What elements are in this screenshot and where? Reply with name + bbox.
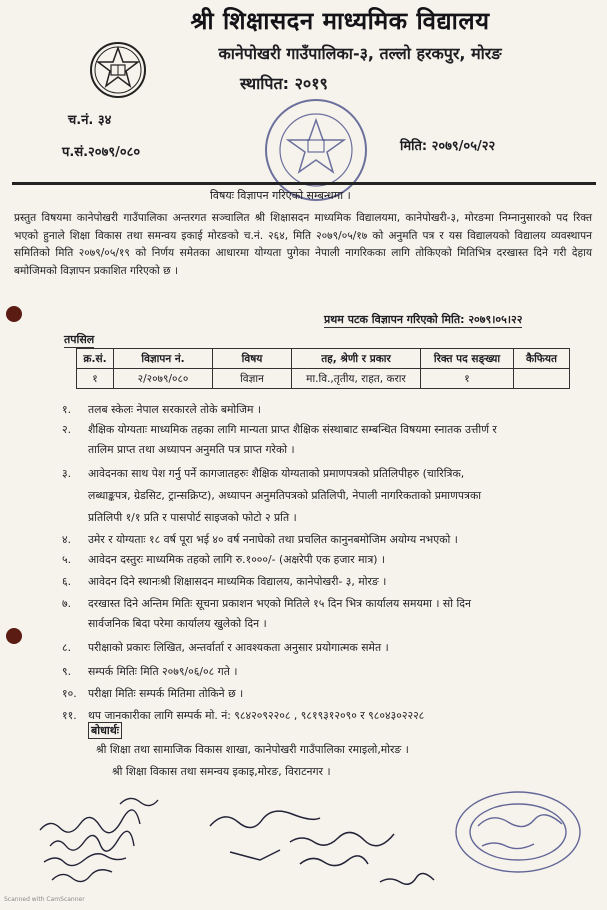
table-header: कैफियत [514, 349, 570, 369]
table-header: विषय [213, 349, 292, 369]
signature-left-icon [40, 798, 158, 881]
cc-label: बोधार्थः [88, 722, 122, 739]
header-divider [12, 182, 596, 185]
school-name: श्री शिक्षासदन माध्यमिक विद्यालय [190, 7, 490, 35]
vacancy-table [76, 348, 570, 389]
table-header: क्र.सं. [77, 349, 114, 369]
letter-date: मिति: २०७९/०५/२२ [400, 139, 496, 154]
table-cell: १ [421, 369, 514, 389]
table-header: रिक्त पद सङ्ख्या [421, 349, 514, 369]
table-header: तह, श्रेणी र प्रकार [292, 349, 421, 369]
cc-line: श्री शिक्षा विकास तथा समन्वय इकाइ,मोरङ, विराटनगर । [112, 765, 331, 778]
scanner-watermark: Scanned with CamScanner [4, 896, 85, 903]
official-stamp-icon [456, 792, 580, 872]
established-year: स्थापित: २०१९ [240, 74, 328, 93]
table-cell: २/२०७९/०८० [114, 369, 213, 389]
subject-line: विषयः विज्ञापन गरिएको सम्बन्धमा । [210, 189, 351, 202]
cc-line: श्री शिक्षा तथा सामाजिक विकास शाखा, कानेपोखरी गाउँपालिका रमाइलो,मोरङ । [96, 743, 409, 756]
punch-hole-icon [6, 628, 22, 644]
notice-date: प्रथम पटक विज्ञापन गरिएको मिति: २०७९।०५।२२ [324, 313, 523, 326]
table-row [77, 369, 570, 389]
chalani-number: च.नं. ३४ [68, 113, 112, 128]
table-cell: विज्ञान [213, 369, 292, 389]
table-header: विज्ञापन नं. [114, 349, 213, 369]
table-cell: मा.वि.,तृतीय, राहत, करार [292, 369, 421, 389]
school-address: कानेपोखरी गाउँपालिका-३, तल्लो हरकपुर, मोरङ [218, 44, 502, 63]
school-logo-icon [88, 40, 148, 100]
table-cell [514, 369, 570, 389]
signature-center-icon [210, 811, 434, 884]
signatures-and-stamps [0, 780, 607, 910]
patra-sankhya: प.सं.२०७९/०८० [62, 145, 141, 160]
body-paragraph: प्रस्तुत विषयमा कानेपोखरी गाउँपालिका अन्तरगत सञ्चालित श्री शिक्षासदन माध्यमिक विद्यालयमा, कानेपोखरी-३, मोरङमा निम्नानुसारको पद रिक्त भएको हुनाले शिक्षा विकास तथा समन्वय इकाई मोरङको च.नं. २६४, मिति २०७९/०५/१७ को अनुमति पत्र र यस विद्यालयको विद्यालय व्यवस्थापन समितिको मिति २०७९/०५/१९ को निर्णय समेतका आधारमा योग्यता पुगेका नेपाली नागरिकका लागि तोकिएको मितिभित्र दरखास्त दिने गरी देहाय बमोजिमको विज्ञापन प्रकाशित गरिएको छ । [14, 212, 592, 277]
table-header-row [77, 349, 570, 369]
table-cell: १ [77, 369, 114, 389]
tapasil-heading: तपसिल [64, 333, 95, 346]
punch-hole-icon [6, 306, 22, 322]
